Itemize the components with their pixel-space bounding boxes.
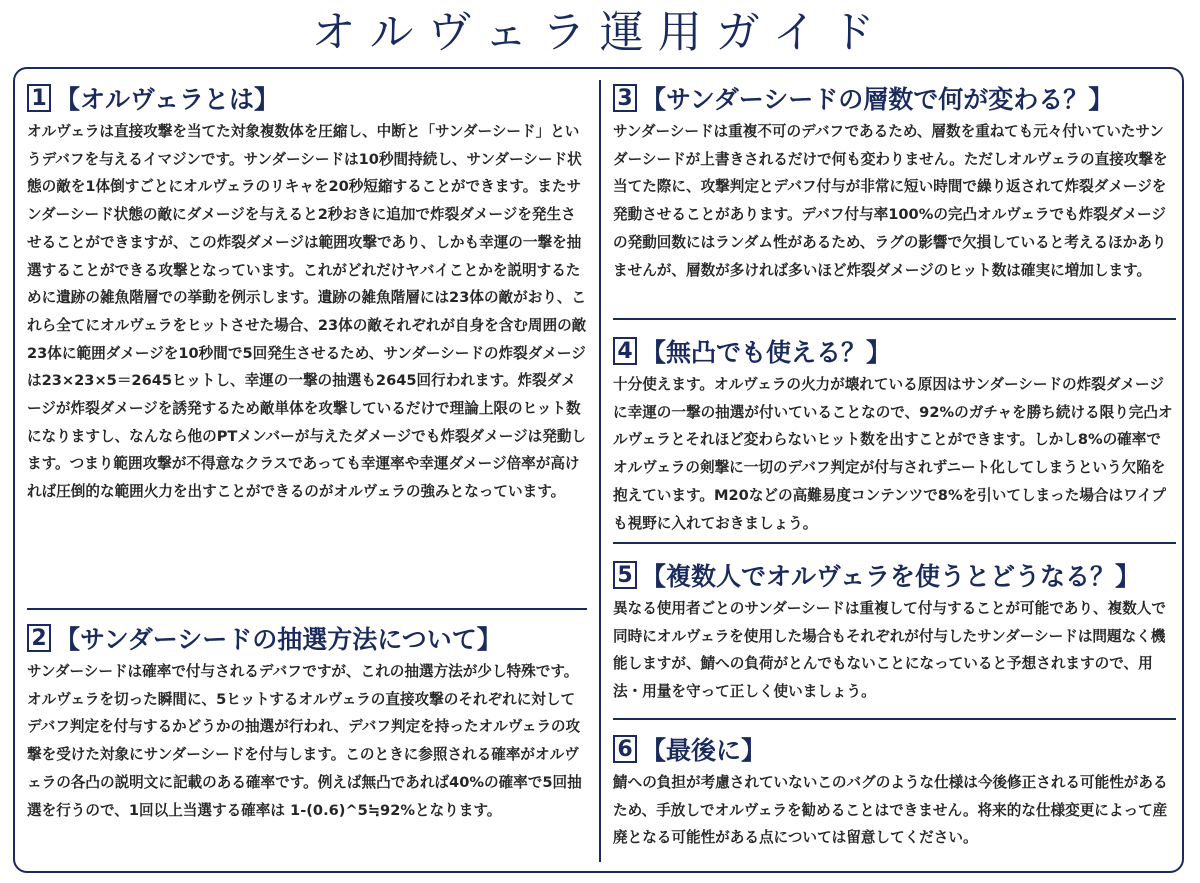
section-body: オルヴェラは直接攻撃を当てた対象複数体を圧縮し、中断と「サンダーシード」というデバフを与えるイマジンです。サンダーシードは10秒間持続し、サンダーシード状態の敵を1体倒すごとにオルヴェラのリキャを20秒短縮することができます。またサンダーシード状態の敵にダメージを与えると2秒おきに追加で炸裂ダメージを発生させることができますが、この炸裂ダメージは範囲攻撃であり、しかも幸運の一撃を抽選することができる攻撃となっています。これがどれだけヤバイことかを説明するために遺跡の雑魚階層での挙動を例示します。遺跡の雑魚階層には23体の敵がおり、これら全てにオルヴェラをヒットさせた場合、23体の敵それぞれが自身を含む周囲の敵23体に範囲ダメージを10秒間で5回発生させるため、サンダーシードの炸裂ダメージは23×23×5＝2645ヒットし、幸運の一撃の抽選も2645回行われます。炸裂ダメージが炸裂ダメージを誘発するため敵単体を攻撃しているだけで理論上限のヒット数になりますし、なんなら他のPTメンバーが与えたダメージでも炸裂ダメージは発動します。つまり範囲攻撃が不得意なクラスであっても幸運率や幸運ダメージ倍率が高ければ圧倒的な範囲火力を出すことができるのがオルヴェラの強みとなっています。 xyxy=(27,123,587,501)
section-body: 異なる使用者ごとのサンダーシードは重複して付与することが可能であり、複数人で同時にオルヴェラを使用した場合もそれぞれが付与したサンダーシードは問題なく機能しますが、鯖への負荷がとんでもないことになっていると予想されますので、用法・用量を守って正しく使いましょう。 xyxy=(613,600,1166,701)
section-number: 2 xyxy=(27,624,51,652)
section-5 xyxy=(613,557,1173,706)
section-number: 4 xyxy=(613,337,637,365)
section-number: 3 xyxy=(613,84,637,112)
section-heading: 【サンダーシードの層数で何が変わる？】 xyxy=(641,85,1114,114)
section-number: 5 xyxy=(613,561,637,589)
column-divider xyxy=(599,80,601,862)
section-heading: 【サンダーシードの抽選方法について】 xyxy=(55,625,502,654)
section-header xyxy=(613,333,1173,369)
section-1 xyxy=(27,80,587,506)
section-header xyxy=(613,731,1173,767)
section-header xyxy=(613,80,1173,116)
section-number: 6 xyxy=(613,735,637,763)
section-6 xyxy=(613,731,1173,852)
divider-line xyxy=(613,318,1176,320)
section-body: 鯖への負担が考慮されていないこのバグのような仕様は今後修正される可能性があるため、手放しでオルヴェラを勧めることはできません。将来的な仕様変更によって産廃となる可能性がある点については留意してください。 xyxy=(613,774,1168,847)
section-heading: 【最後に】 xyxy=(641,736,767,765)
divider-line xyxy=(613,718,1176,720)
section-heading: 【複数人でオルヴェラを使うとどうなる？】 xyxy=(641,562,1141,591)
section-header xyxy=(613,557,1173,593)
section-body: 十分使えます。オルヴェラの火力が壊れている原因はサンダーシードの炸裂ダメージに幸運の一撃の抽選が付いていることなので、92%のガチャを勝ち続ける限り完凸オルヴェラとそれほど変わらないヒット数を出すことができます。しかし8%の確率でオルヴェラの剣撃に一切のデバフ判定が付与されずニート化してしまうという欠陥を抱えています。M20などの高難易度コンテンツで8%を引いてしまった場合はワイプも視野に入れておきましょう。 xyxy=(613,376,1173,532)
divider-line xyxy=(27,608,587,610)
section-body: サンダーシードは重複不可のデバフであるため、層数を重ねても元々付いていたサンダーシードが上書きされるだけで何も変わりません。ただしオルヴェラの直接攻撃を当てた際に、攻撃判定とデバフ付与が非常に短い時間で繰り返されて炸裂ダメージを発動させることがあります。デバフ付与率100%の完凸オルヴェラでも炸裂ダメージの発動回数にはランダム性があるため、ラグの影響で欠損していると考えるほかありませんが、層数が多ければ多いほど炸裂ダメージのヒット数は確実に増加します。 xyxy=(613,123,1168,279)
section-2 xyxy=(27,620,587,824)
section-body: サンダーシードは確率で付与されるデバフですが、これの抽選方法が少し特殊です。オルヴェラを切った瞬間に、5ヒットするオルヴェラの直接攻撃のそれぞれに対してデバフ判定を付与するかどうかの抽選が行われ、デバフ判定を持ったオルヴェラの攻撃を受けた対象にサンダーシードを付与します。このときに参照される確率がオルヴェラの各凸の説明文に記載のある確率です。例えば無凸であれば40%の確率で5回抽選を行うので、1回以上当選する確率は 1-(0.6)^5≒92%となります。 xyxy=(27,663,582,819)
section-heading: 【無凸でも使える？】 xyxy=(641,338,892,367)
section-3 xyxy=(613,80,1173,284)
page-title: オルヴェラ運用ガイド xyxy=(311,7,889,58)
divider-line xyxy=(613,542,1176,544)
section-heading: 【オルヴェラとは】 xyxy=(55,85,280,114)
section-header xyxy=(27,620,587,656)
section-4 xyxy=(613,333,1173,537)
section-number: 1 xyxy=(27,84,51,112)
section-header xyxy=(27,80,587,116)
